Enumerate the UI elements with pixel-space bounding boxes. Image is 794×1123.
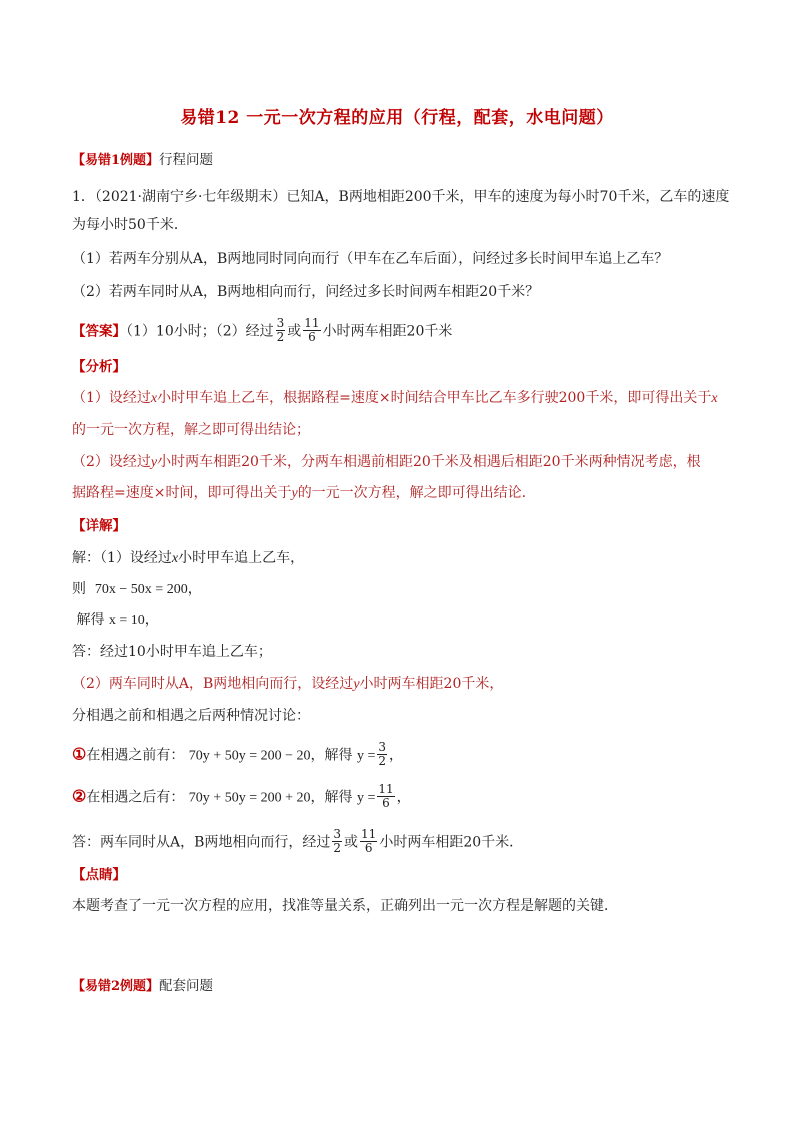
analysis-line-4: 据路程=速度×时间，即可得出关于y的一元一次方程，解之即可得出结论． [72,485,536,501]
case-after-meeting: ②在相遇之后有： 70y + 50y = 200 + 20，解得 y = $\frac{11}{6}$ ， [72,782,411,810]
circled-two-icon: ② [72,786,87,806]
section-topic: 行程问题 [159,152,214,168]
section-header-1 [72,150,213,171]
answer-line [72,318,452,345]
solution-x: x = 10， [108,613,159,628]
analysis-line-1: （1）设经过x小时甲车追上乙车，根据路程=速度×时间结合甲车比乙车多行驶200千米，即可得出关于x [72,390,718,406]
comment-text: 本题考查了一元一次方程的应用，找准等量关系，正确列出一元一次方程是解题的关键． [72,898,618,914]
question-2: （2）若两车同时从A，B两地相向而行，问经过多长时间两车相距20千米？ [72,284,540,300]
section-tag: 【易错2例题】 [72,979,160,994]
detail-step-5: （2）两车同时从A，B两地相向而行，设经过y小时两车相距20千米， [72,676,504,692]
detail-final-answer: 答：两车同时从A，B两地相向而行，经过 $\frac{3}{2}$ 或 $\frac{11}{6}$ 小时两车相距20千米． [72,827,524,855]
case-before-meeting: ①在相遇之前有： 70y + 50y = 200 − 20，解得 y = $\frac{3}{2}$ ， [72,740,403,768]
detail-tag: 【详解】 [72,518,126,534]
analysis-tag: 【分析】 [72,359,126,375]
analysis-line-3: （2）设经过y小时两车相距20千米，分两车相遇前相距20千米及相遇后相距20千米两种情况考虑，根 [72,454,701,470]
section-header-2 [72,976,213,997]
answer-or: 或 [287,323,302,340]
detail-step-2: 则 70x − 50x = 200， [72,581,202,597]
problem-line-2: 为每小时50千米． [72,217,188,233]
equation-1: 70x − 50x = 200， [94,582,202,597]
section-tag: 【易错1例题】 [72,153,160,168]
detail-step-4: 答：经过10小时甲车追上乙车； [72,644,272,660]
page-title: 易错12 一元一次方程的应用（行程，配套，水电问题） [180,108,614,128]
analysis-line-2: 的一元一次方程，解之即可得出结论； [72,422,310,438]
answer-tag: 【答案】 [72,323,126,340]
detail-step-1: 解：（1）设经过x小时甲车追上乙车， [72,550,305,566]
comment-tag: 【点睛】 [72,867,126,883]
question-1: （1）若两车分别从A，B两地同时同向而行（甲车在乙车后面），问经过多长时间甲车追上乙车？ [72,251,669,267]
answer-part1: （1）10小时；（2）经过 [126,323,274,340]
detail-step-6: 分相遇之前和相遇之后两种情况讨论： [72,708,310,724]
circled-one-icon: ① [72,744,87,764]
section-topic: 配套问题 [159,978,214,994]
fraction-3-2: $\frac{3}{2}$ [276,316,285,344]
problem-line-1: 1．（2021·湖南宁乡·七年级期末）已知A，B两地相距200千米，甲车的速度为每小时70千米，乙车的速度 [72,189,730,205]
detail-step-3: 解得 x = 10， [76,612,159,628]
answer-tail: 小时两车相距20千米 [322,323,453,340]
fraction-11-6: $\frac{11}{6}$ [304,316,320,344]
